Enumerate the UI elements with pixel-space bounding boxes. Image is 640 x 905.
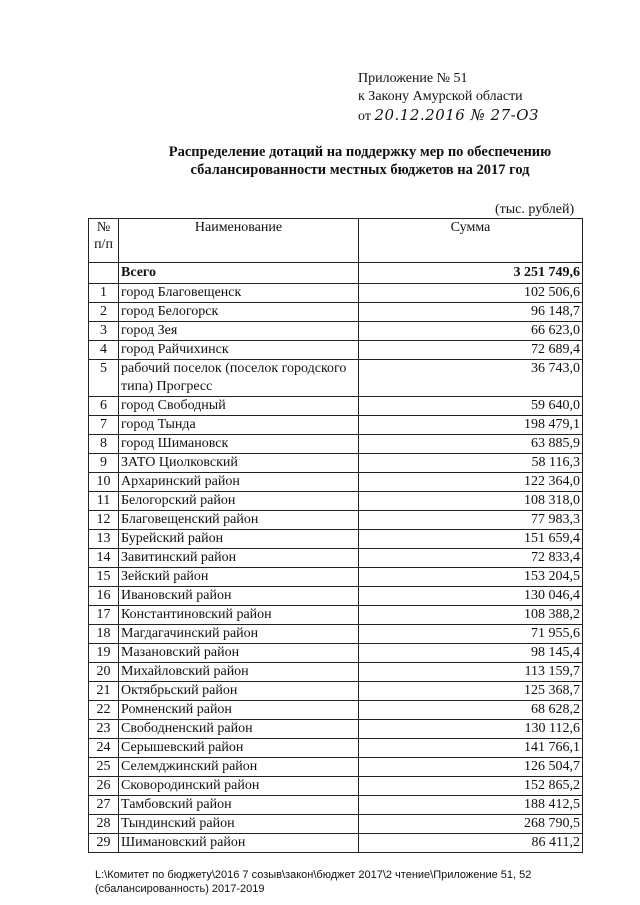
row-name: Константиновский район: [119, 606, 359, 625]
table-row: [89, 720, 583, 739]
table-row: [89, 796, 583, 815]
row-number: 5: [89, 360, 119, 397]
table-row: [89, 663, 583, 682]
row-number: 29: [89, 834, 119, 853]
appendix-handwritten-date: 20.12.2016 № 27-ОЗ: [374, 106, 539, 124]
row-number: 10: [89, 473, 119, 492]
row-name: Магдагачинский район: [119, 625, 359, 644]
row-value: 122 364,0: [359, 473, 583, 492]
row-number: 15: [89, 568, 119, 587]
table-row: [89, 625, 583, 644]
row-value: 77 983,3: [359, 511, 583, 530]
row-number: 26: [89, 777, 119, 796]
row-name: город Райчихинск: [119, 341, 359, 360]
row-name: Тамбовский район: [119, 796, 359, 815]
row-number: 11: [89, 492, 119, 511]
title-line-2: сбалансированности местных бюджетов на 2017 год: [190, 162, 530, 178]
row-name: ЗАТО Циолковский: [119, 454, 359, 473]
row-value: 268 790,5: [359, 815, 583, 834]
row-name: Зейский район: [119, 568, 359, 587]
row-name: Завитинский район: [119, 549, 359, 568]
table-row: [89, 454, 583, 473]
total-value: 3 251 749,6: [359, 263, 583, 284]
total-row: [89, 263, 583, 284]
table-row: [89, 568, 583, 587]
table-row: [89, 644, 583, 663]
row-value: 113 159,7: [359, 663, 583, 682]
title-line-1: Распределение дотаций на поддержку мер по обеспечению: [168, 144, 552, 160]
table-row: [89, 701, 583, 720]
units-label: (тыс. рублей): [495, 202, 575, 217]
row-value: 198 479,1: [359, 416, 583, 435]
appendix-law: к Закону Амурской области: [358, 89, 523, 104]
table-row: [89, 606, 583, 625]
table-row: [89, 511, 583, 530]
row-value: 102 506,6: [359, 284, 583, 303]
row-name: Свободненский район: [119, 720, 359, 739]
row-number: 24: [89, 739, 119, 758]
table-row: [89, 435, 583, 454]
header-sum: Сумма: [359, 219, 583, 263]
table-row: [89, 303, 583, 322]
row-name: Ивановский район: [119, 587, 359, 606]
row-number: 27: [89, 796, 119, 815]
row-number: 7: [89, 416, 119, 435]
table-row: [89, 341, 583, 360]
row-value: 130 046,4: [359, 587, 583, 606]
row-value: 141 766,1: [359, 739, 583, 758]
table-row: [89, 473, 583, 492]
row-number: 8: [89, 435, 119, 454]
row-value: 151 659,4: [359, 530, 583, 549]
row-name: рабочий поселок (поселок городского типа) Прогресс: [119, 360, 359, 397]
table-row: [89, 530, 583, 549]
row-number: 4: [89, 341, 119, 360]
row-name: Михайловский район: [119, 663, 359, 682]
row-value: 108 388,2: [359, 606, 583, 625]
row-number: 12: [89, 511, 119, 530]
row-name: город Зея: [119, 322, 359, 341]
row-value: 96 148,7: [359, 303, 583, 322]
row-name: Тындинский район: [119, 815, 359, 834]
row-value: 72 833,4: [359, 549, 583, 568]
table-row: [89, 777, 583, 796]
row-name: Шимановский район: [119, 834, 359, 853]
row-value: 66 623,0: [359, 322, 583, 341]
row-number: 3: [89, 322, 119, 341]
row-number: 9: [89, 454, 119, 473]
table-row: [89, 416, 583, 435]
row-value: 58 116,3: [359, 454, 583, 473]
row-number: 16: [89, 587, 119, 606]
table-row: [89, 397, 583, 416]
row-number: 2: [89, 303, 119, 322]
row-name: Архаринский район: [119, 473, 359, 492]
appendix-header: [358, 70, 539, 126]
row-value: 108 318,0: [359, 492, 583, 511]
row-number: 25: [89, 758, 119, 777]
header-num: № п/п: [89, 219, 119, 263]
appendix-date-line: [358, 106, 539, 126]
row-number: 21: [89, 682, 119, 701]
row-name: Белогорский район: [119, 492, 359, 511]
row-number: 17: [89, 606, 119, 625]
row-name: Бурейский район: [119, 530, 359, 549]
row-value: 98 145,4: [359, 644, 583, 663]
file-path-footer: L:\Комитет по бюджету\2016 7 созыв\закон\бюджет 2017\2 чтение\Приложение 51, 52 (сбалансированность) 2017-2019: [95, 869, 532, 895]
row-number: 13: [89, 530, 119, 549]
row-value: 72 689,4: [359, 341, 583, 360]
table-row: [89, 815, 583, 834]
row-name: Октябрьский район: [119, 682, 359, 701]
row-name: Селемджинский район: [119, 758, 359, 777]
row-number: 22: [89, 701, 119, 720]
row-number: 6: [89, 397, 119, 416]
row-name: Мазановский район: [119, 644, 359, 663]
row-number: 28: [89, 815, 119, 834]
header-name: Наименование: [119, 219, 359, 263]
table-row: [89, 360, 583, 397]
document-title: [90, 143, 630, 179]
table-row: [89, 758, 583, 777]
row-value: 59 640,0: [359, 397, 583, 416]
row-name: Ромненский район: [119, 701, 359, 720]
row-name: город Белогорск: [119, 303, 359, 322]
row-value: 63 885,9: [359, 435, 583, 454]
row-value: 153 204,5: [359, 568, 583, 587]
table-row: [89, 549, 583, 568]
table-row: [89, 682, 583, 701]
row-number: 20: [89, 663, 119, 682]
table-row: [89, 834, 583, 853]
row-value: 68 628,2: [359, 701, 583, 720]
row-number: 18: [89, 625, 119, 644]
row-value: 126 504,7: [359, 758, 583, 777]
row-name: Серышевский район: [119, 739, 359, 758]
row-value: 71 955,6: [359, 625, 583, 644]
appendix-date-prefix: от: [358, 109, 371, 124]
row-number: 23: [89, 720, 119, 739]
row-value: 36 743,0: [359, 360, 583, 397]
row-value: 125 368,7: [359, 682, 583, 701]
table-row: [89, 492, 583, 511]
row-value: 188 412,5: [359, 796, 583, 815]
row-number: 1: [89, 284, 119, 303]
total-num: [89, 263, 119, 284]
row-name: город Свободный: [119, 397, 359, 416]
row-name: Сковородинский район: [119, 777, 359, 796]
row-value: 130 112,6: [359, 720, 583, 739]
row-name: город Благовещенск: [119, 284, 359, 303]
table-row: [89, 322, 583, 341]
row-value: 152 865,2: [359, 777, 583, 796]
table-row: [89, 284, 583, 303]
row-value: 86 411,2: [359, 834, 583, 853]
row-name: Благовещенский район: [119, 511, 359, 530]
subsidy-table: [88, 218, 583, 853]
row-number: 19: [89, 644, 119, 663]
row-number: 14: [89, 549, 119, 568]
table-row: [89, 587, 583, 606]
table-row: [89, 739, 583, 758]
appendix-number: Приложение № 51: [358, 71, 468, 86]
total-label: Всего: [119, 263, 359, 284]
table-header-row: [89, 219, 583, 263]
row-name: город Шимановск: [119, 435, 359, 454]
row-name: город Тында: [119, 416, 359, 435]
